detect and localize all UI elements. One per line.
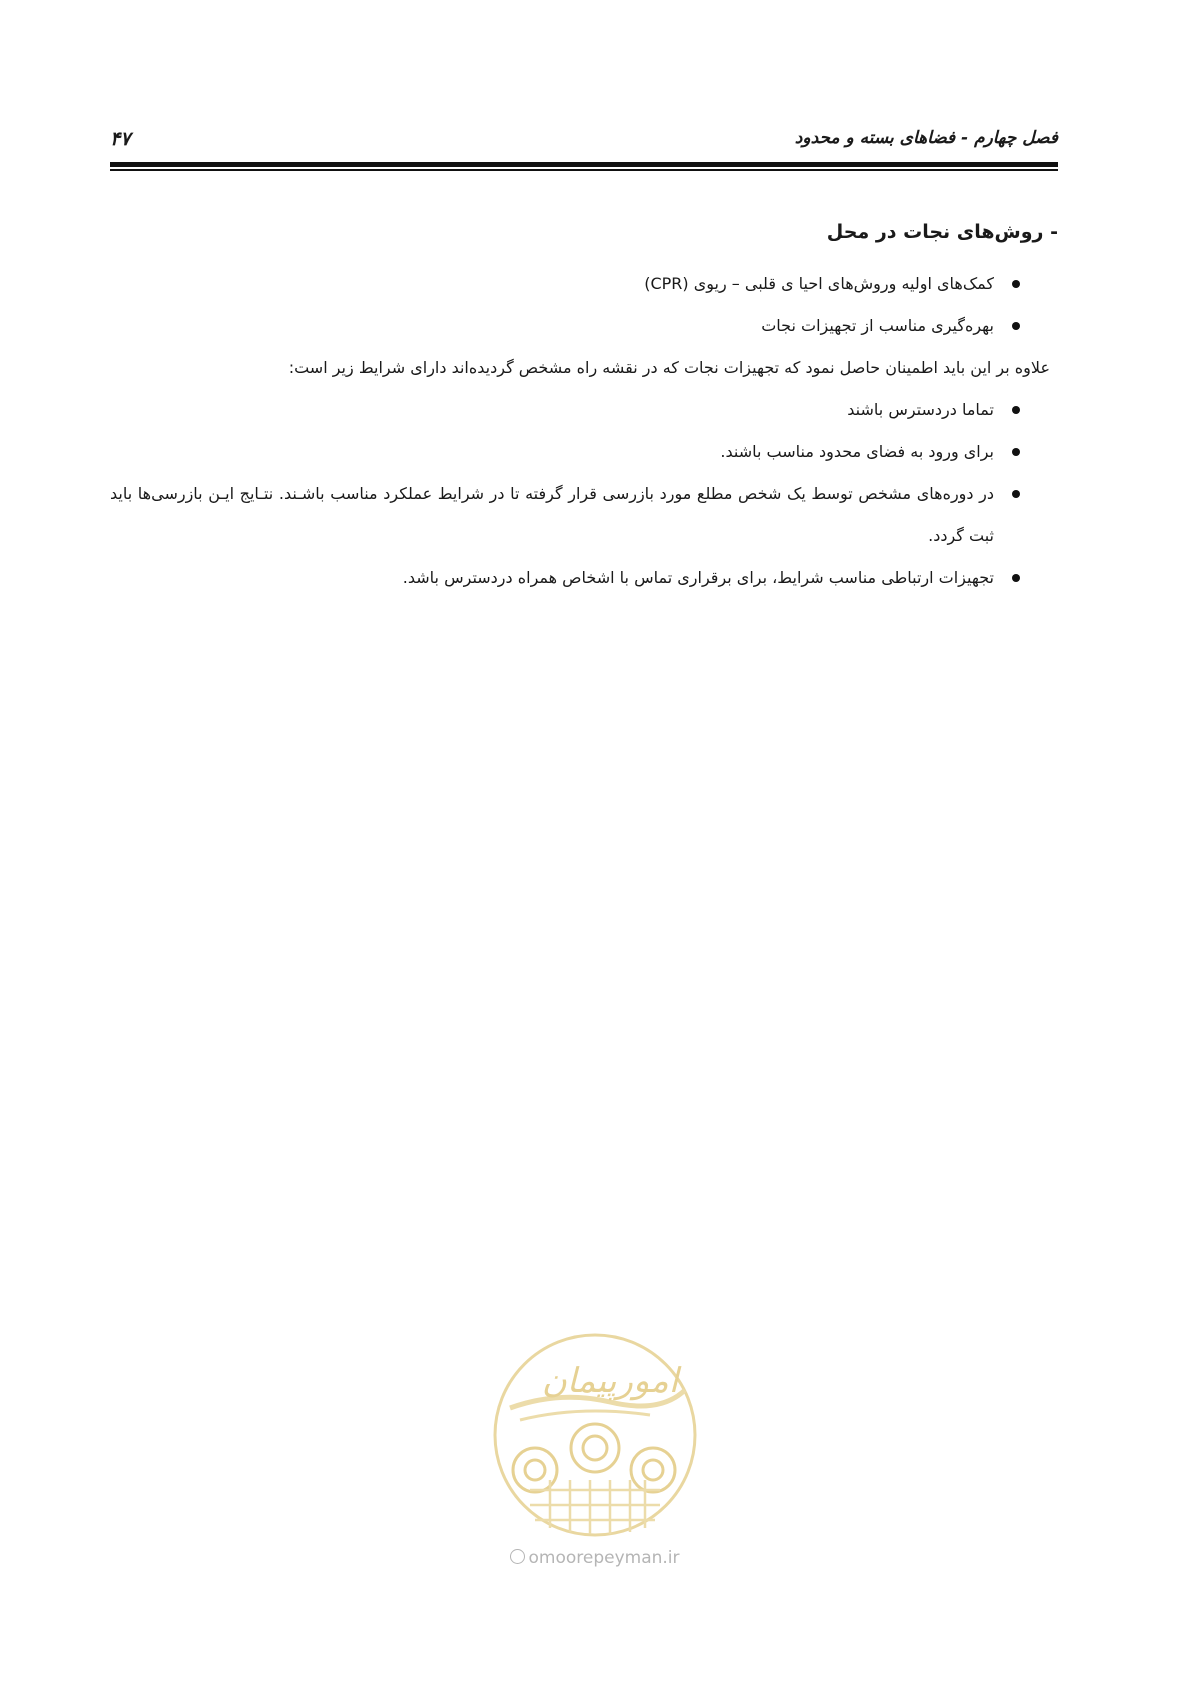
bullet-icon [1012, 322, 1020, 330]
watermark-logo-icon [490, 1330, 700, 1540]
list-item-text: تجهیزات ارتباطی مناسب شرایط، برای برقراری تماس با اشخاص همراه دردسترس باشد. [402, 568, 994, 587]
list-item [110, 263, 1020, 305]
list-item-text: کمک‌های اولیه وروش‌های احیا ی قلبی – ریوی (CPR) [644, 274, 994, 293]
list-item-text: بهره‌گیری مناسب از تجهیزات نجات [761, 316, 994, 335]
list-item-text: تماما دردسترس باشند [847, 400, 994, 419]
list-item [110, 389, 1020, 431]
list-item [110, 473, 1020, 557]
page-content [110, 215, 1058, 599]
bullet-icon [1012, 574, 1020, 582]
list-item [110, 557, 1020, 599]
equipment-conditions-list [110, 389, 1058, 599]
bullet-icon [1012, 280, 1020, 288]
body-paragraph: علاوه بر این باید اطمینان حاصل نمود که تجهیزات نجات که در نقشه راه مشخص گردیده‌اند دارای شرایط زیر است: [288, 358, 1050, 377]
bullet-icon [1012, 406, 1020, 414]
chapter-title: فصل چهارم - فضاهای بسته و محدود [794, 128, 1058, 148]
svg-text:امورپیمان: امورپیمان [541, 1361, 679, 1401]
watermark-url-text: omoorepeyman.ir [528, 1548, 680, 1568]
rescue-methods-list [110, 263, 1058, 347]
globe-icon [510, 1549, 525, 1564]
list-item-text: در دوره‌های مشخص توسط یک شخص مطلع مورد بازرسی قرار گرفته تا در شرایط عملکرد مناسب باشـند. نتـایج ایـن بازرسی‌ها باید ثبت گردد. [110, 484, 994, 545]
list-item [110, 431, 1020, 473]
bullet-icon [1012, 448, 1020, 456]
header-rule-thick [110, 162, 1058, 167]
list-item-text: برای ورود به فضای محدود مناسب باشند. [720, 442, 994, 461]
bullet-icon [1012, 490, 1020, 498]
header-rule-thin [110, 169, 1058, 171]
section-heading: - روش‌های نجات در محل [826, 221, 1058, 243]
watermark-url [490, 1548, 700, 1568]
list-item [110, 305, 1020, 347]
page-number: ۴۷ [110, 128, 131, 150]
